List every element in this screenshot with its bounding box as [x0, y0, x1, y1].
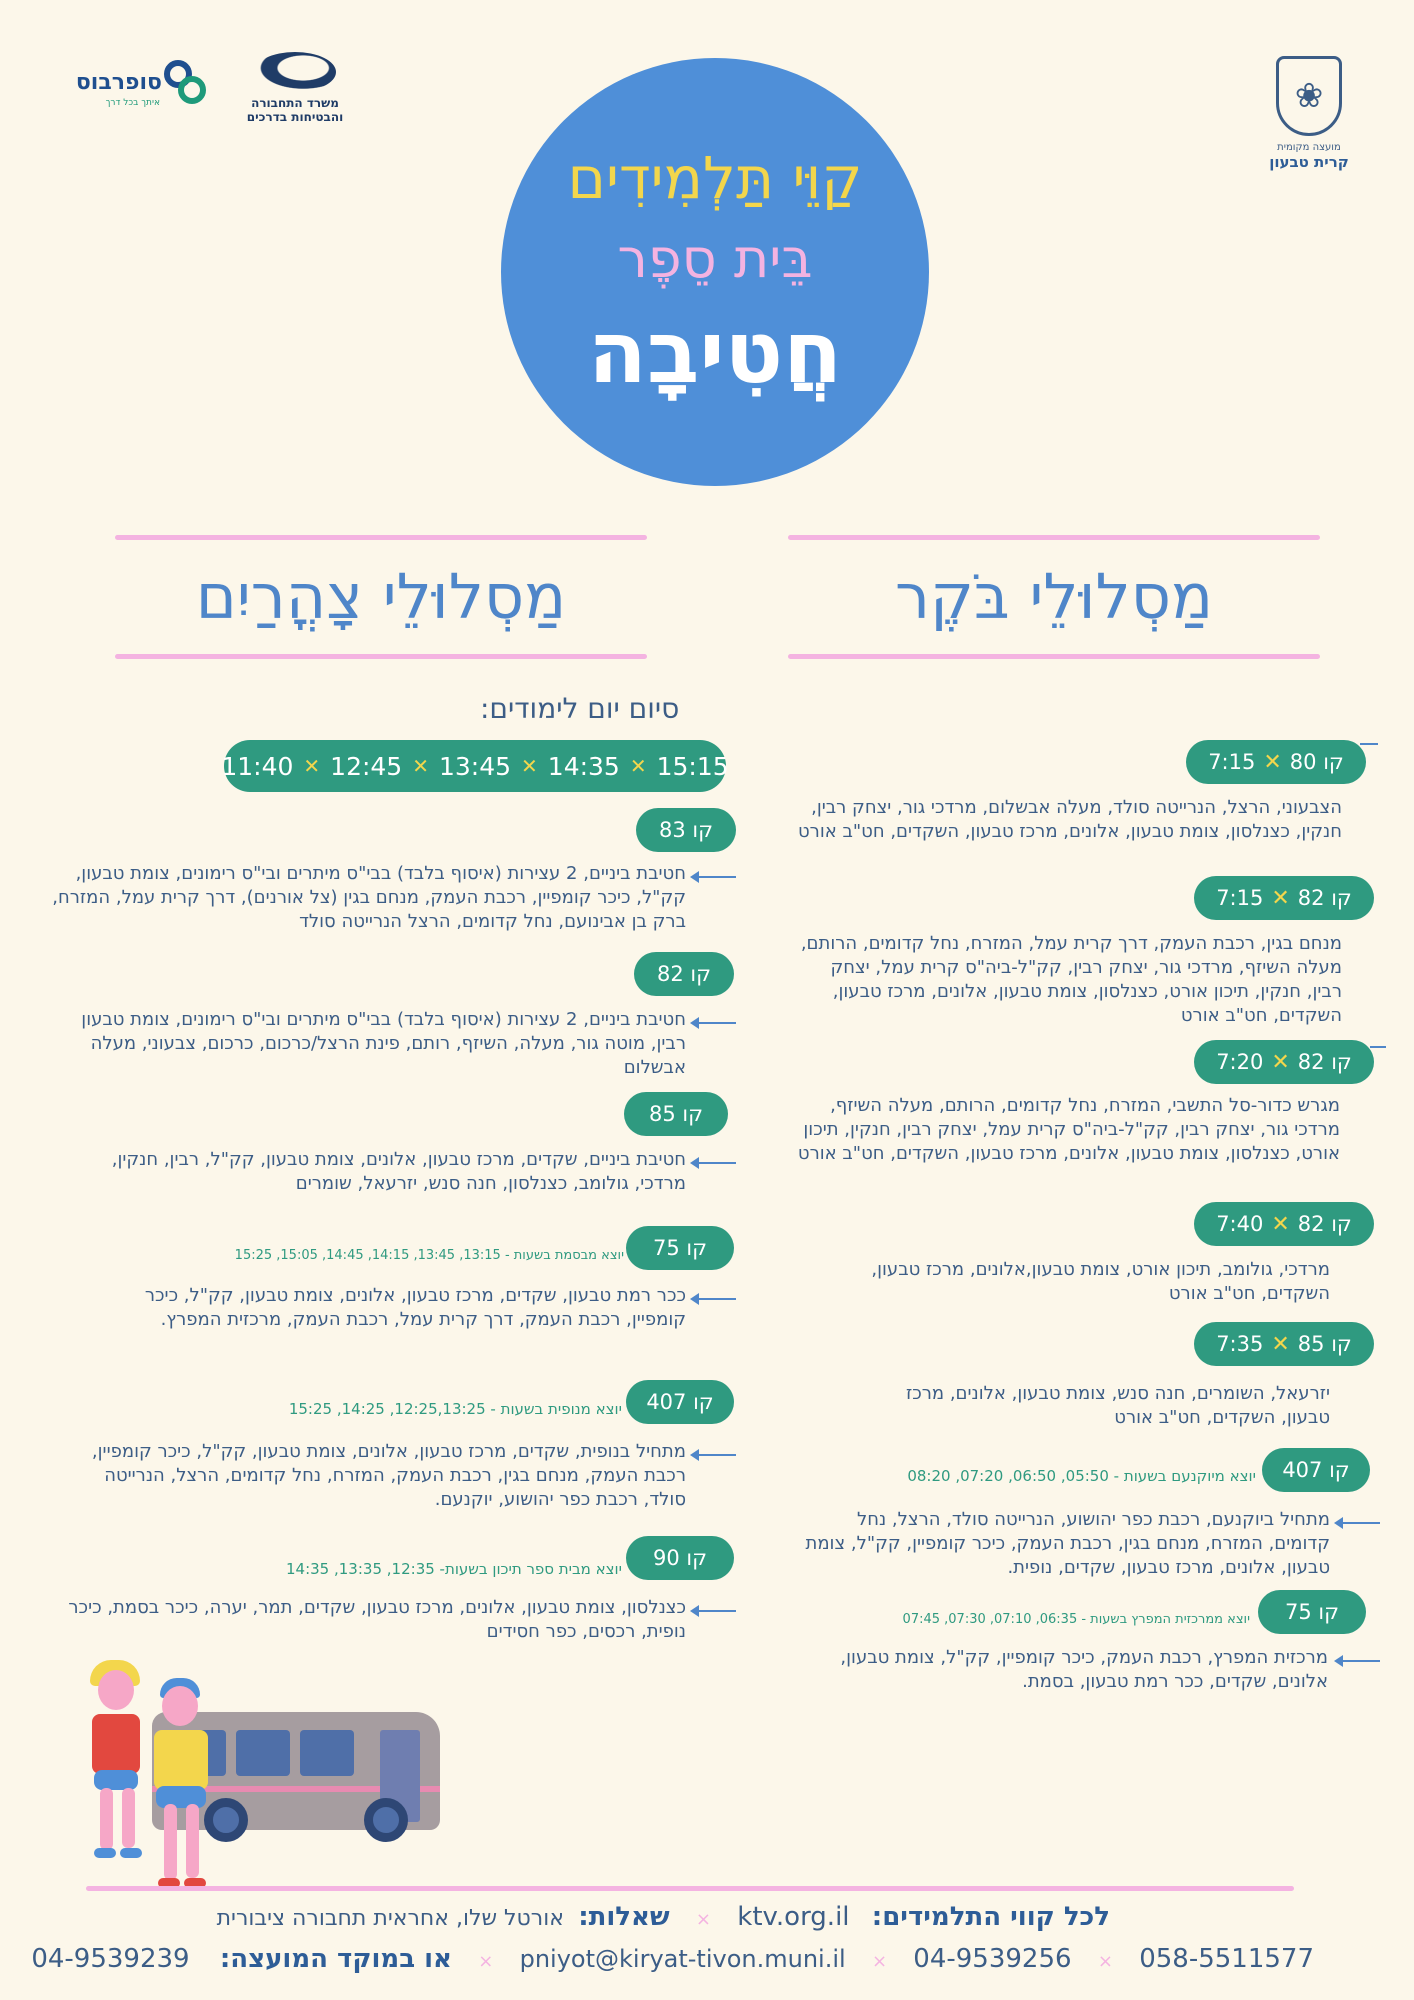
noon-route-82-pill [634, 952, 734, 996]
ministry-logo [245, 52, 345, 124]
ministry-name-1: משרד התחבורה [251, 96, 339, 110]
times-separator-icon: ✕ [303, 754, 321, 778]
ministry-name-2: והבטיחות בדרכים [246, 110, 344, 124]
end-time: 15:15 [656, 751, 729, 781]
footer-row-2 [31, 1944, 1314, 1974]
title-line-1: קַוֵּי תַּלְמִידִים [567, 144, 863, 212]
morning-route-82-720-pill [1194, 1040, 1374, 1084]
route-line: קו 407 [1282, 1458, 1350, 1482]
route-line: קו 85 [648, 1102, 704, 1126]
questions-text: אורטל שלו, אחראית תחבורה ציבורית [216, 1906, 564, 1931]
noon-route-407-pill [626, 1380, 734, 1424]
route-time: 7:35 [1216, 1332, 1264, 1356]
superbus-logo [60, 58, 210, 112]
noon-route-90-stops: כצנלסון, צומת טבעון, אלונים, מרכז טבעון, שקדים, תמר, יערה, כיכר בסמת, כיכר נופית, רכסים, כפר חסידים [68, 1597, 686, 1642]
times-separator-icon: ✕ [629, 754, 647, 778]
route-line: קו 90 [652, 1546, 708, 1570]
superbus-slogan: איתך בכל דרך [105, 98, 160, 108]
route-line: קו 75 [652, 1236, 708, 1260]
route-time: 7:20 [1216, 1050, 1264, 1074]
phone-1[interactable]: 058-5511577 [1139, 1944, 1314, 1974]
ministry-road-icon [254, 52, 336, 92]
arrow-icon [692, 1022, 736, 1024]
route-line: קו 82 [1297, 1050, 1352, 1074]
separator-icon: × [478, 1951, 494, 1972]
route-line: קו 82 [1297, 1212, 1352, 1236]
council-shield-icon: ❀ [1276, 56, 1342, 136]
route-line: קו 82 [1297, 886, 1352, 910]
noon-route-85-stops: חטיבת ביניים, שקדים, מרכז טבעון, אלונים, צומת טבעון, קק"ל, רבין, חנקין, מרדכי, גולומב, כצנלסון, חנה סנש, יזרעאל, שומרים [111, 1149, 686, 1194]
separator-icon: × [695, 1909, 712, 1930]
morning-route-85-pill [1194, 1322, 1374, 1366]
morning-route-75-note: יוצא ממרכזית המפרץ בשעות - 06:35, 07:10, 07:30, 07:45 [902, 1612, 1250, 1627]
route-line: קו 80 [1289, 750, 1344, 774]
council-logo [1264, 56, 1354, 171]
noon-route-83-pill [636, 808, 736, 852]
morning-route-82-740-pill [1194, 1202, 1374, 1246]
arrow-icon [1336, 1660, 1380, 1662]
route-time: 7:15 [1216, 886, 1264, 910]
times-separator-icon: ✕ [1271, 885, 1290, 911]
route-line: קו 75 [1284, 1600, 1340, 1624]
end-time: 12:45 [330, 751, 403, 781]
route-line: קו 85 [1297, 1332, 1352, 1356]
pill-connector [1360, 743, 1378, 745]
separator-icon: × [1097, 1951, 1113, 1972]
times-separator-icon: ✕ [1271, 1331, 1290, 1357]
phone-2[interactable]: 04-9539256 [913, 1944, 1072, 1974]
end-time: 13:45 [438, 751, 512, 781]
morning-route-82-715-pill [1194, 876, 1374, 920]
arrow-icon [692, 1610, 736, 1612]
title-line-2: בֵּית סֵפֶר [617, 227, 813, 290]
noon-route-82-stops: חטיבת ביניים, 2 עצירות (איסוף בלבד) בבי"ס מיתרים ובי"ס רימונים, צומת טבעון רבין, מוטה גור, מעלה, השיזף, רותם, פינת הרצל/כרכום, כרכום, צבעוני, מעלה אבשלום [81, 1009, 686, 1078]
morning-route-80-pill [1186, 740, 1366, 784]
morning-route-82-740-stops: מרדכי, גולומב, תיכון אורט, צומת טבעון,אלונים, מרכז טבעון, השקדים, חט"ב אורט [871, 1259, 1330, 1304]
morning-route-80-stops: הצבעוני, הרצל, הנרייטה סולד, מעלה אבשלום, מרדכי גור, יצחק רבין, חנקין, כצנלסון, צומת טבעון, אלונים, מרכז טבעון, השקדים, חט"ב אורט [797, 797, 1342, 842]
title-circle [501, 58, 929, 486]
times-separator-icon: ✕ [1271, 1211, 1290, 1237]
email-link[interactable]: pniyot@kiryat-tivon.muni.il [519, 1945, 846, 1973]
morning-route-407-pill [1262, 1448, 1370, 1492]
superbus-rings-icon [164, 58, 210, 108]
times-separator-icon: ✕ [521, 754, 538, 778]
noon-route-407-note: יוצא מנופית בשעות - 12:25,13:25, 14:25, 15:25 [288, 1400, 622, 1418]
arrow-icon [692, 1454, 736, 1456]
morning-route-82-715-stops: מנחם בגין, רכבת העמק, דרך קרית עמל, המזרח, נחל קדומים, הרותם, מעלה השיזף, מרדכי גור, יצחק רבין, קק"ל-ביה"ס קרית עמל, יצחק רבין, חנקין, תיכון אורט, כצנלסון, צומת טבעון, אלונים, מרכז טבעון, השקדים, חט"ב אורט [800, 933, 1342, 1026]
end-time: 14:35 [547, 751, 620, 781]
morning-route-75-pill [1258, 1590, 1366, 1634]
route-line: קו 83 [658, 818, 714, 842]
noon-route-75-note: יוצא מבסמת בשעות - 13:15, 13:45, 14:15, 14:45, 15:05, 15:25 [234, 1248, 624, 1263]
end-of-day-times [221, 740, 729, 792]
noon-route-407-stops: מתחיל בנופית, שקדים, מרכז טבעון, אלונים, צומת טבעון, קק"ל, כיכר קומפיין, רכבת העמק, מנחם בגין, רכבת העמק, המזרח, נחל קדומים, הרצל, הנרייטה סולד, רכבת כפר יהושוע, יוקנעם. [91, 1441, 686, 1510]
times-separator-icon: ✕ [412, 754, 429, 778]
title-line-3: חֲטִיבָה [587, 303, 843, 403]
arrow-icon [692, 876, 736, 878]
hotline-label: או במוקד המועצה: [219, 1944, 452, 1974]
noon-route-90-pill [626, 1536, 734, 1580]
route-time: 7:40 [1216, 1212, 1264, 1236]
times-separator-icon: ✕ [1263, 749, 1282, 775]
pill-connector [1370, 1046, 1386, 1048]
lines-label: לכל קווי התלמידים: [871, 1902, 1110, 1932]
noon-route-85-pill [624, 1092, 728, 1136]
noon-route-75-stops: ככר רמת טבעון, שקדים, מרכז טבעון, אלונים, צומת טבעון, קק"ל, כיכר קומפיין, רכבת העמק, דרך קרית עמל, רכבת העמק, מרכזית המפרץ. [144, 1285, 686, 1330]
morning-heading-text: מַסְלוּלֵי בֹּקֶר [894, 560, 1214, 633]
route-line: קו 82 [656, 962, 712, 986]
council-logo-small: מועצה מקומית [1277, 142, 1341, 153]
end-time: 11:40 [221, 751, 294, 781]
noon-route-83-stops: חטיבת ביניים, 2 עצירות (איסוף בלבד) בבי"ס מיתרים ובי"ס רימונים, צומת טבעון, קק"ל, כיכר קומפיין, רכבת העמק, מנחם בגין (צל אורנים), דרך קרית עמל, המזרח, ברק בן אבינועם, נחל קדומים, הרצל הנרייטה סולד [52, 863, 686, 932]
end-of-day-title: סיום יום לימודים: [480, 692, 680, 725]
times-separator-icon: ✕ [1271, 1049, 1290, 1075]
route-time: 7:15 [1208, 750, 1256, 774]
noon-route-90-note: יוצא מבית ספר תיכון בשעות- 12:35, 13:35, 14:35 [285, 1560, 622, 1578]
morning-route-407-stops: מתחיל ביוקנעם, רכבת כפר יהושוע, הנרייטה סולד, הרצל, נחל קדומים, המזרח, מנחם בגין, רכבת העמק, כיכר קומפיין, קק"ל, צומת טבעון, אלונים, מרכז טבעון, שקדים, נופית. [805, 1509, 1330, 1578]
superbus-name: סופרבוס [75, 70, 162, 95]
council-logo-name: קרית טבעון [1269, 153, 1349, 171]
noon-heading [115, 535, 647, 659]
hotline-phone[interactable]: 04-9539239 [31, 1944, 190, 1974]
site-link[interactable]: ktv.org.il [737, 1902, 850, 1932]
footer-row-1 [217, 1902, 1110, 1932]
morning-heading [788, 535, 1320, 659]
arrow-icon [692, 1298, 736, 1300]
morning-route-407-note: יוצא מיוקנעם בשעות - 05:50, 06:50, 07:20, 08:20 [907, 1467, 1256, 1485]
questions-label: שאלות: [578, 1902, 670, 1932]
route-line: קו 407 [646, 1390, 714, 1414]
arrow-icon [1336, 1522, 1380, 1524]
morning-route-82-720-stops: מגרש כדור-סל התשבי, המזרח, נחל קדומים, הרותם, מעלה השיזף, מרדכי גור, יצחק רבין, קק"ל-ביה"ס קרית עמל, יצחק רבין, חנקין, תיכון אורט, כצנלסון, צומת טבעון, אלונים, מרכז טבעון, השקדים, חט"ב אורט [797, 1095, 1340, 1164]
arrow-icon [692, 1162, 736, 1164]
footer-divider [86, 1886, 1294, 1891]
morning-route-75-stops: מרכזית המפרץ, רכבת העמק, כיכר קומפיין, קק"ל, צומת טבעון, אלונים, שקדים, ככר רמת טבעון, בסמת. [840, 1647, 1328, 1692]
noon-route-75-pill [626, 1226, 734, 1270]
morning-route-85-stops: יזרעאל, השומרים, חנה סנש, צומת טבעון, אלונים, מרכז טבעון, השקדים, חט"ב אורט [905, 1383, 1330, 1428]
noon-heading-text: מַסְלוּלֵי צָהֳרַיִם [195, 560, 567, 633]
separator-icon: × [871, 1951, 888, 1972]
kids-bus-illustration [60, 1630, 440, 1890]
